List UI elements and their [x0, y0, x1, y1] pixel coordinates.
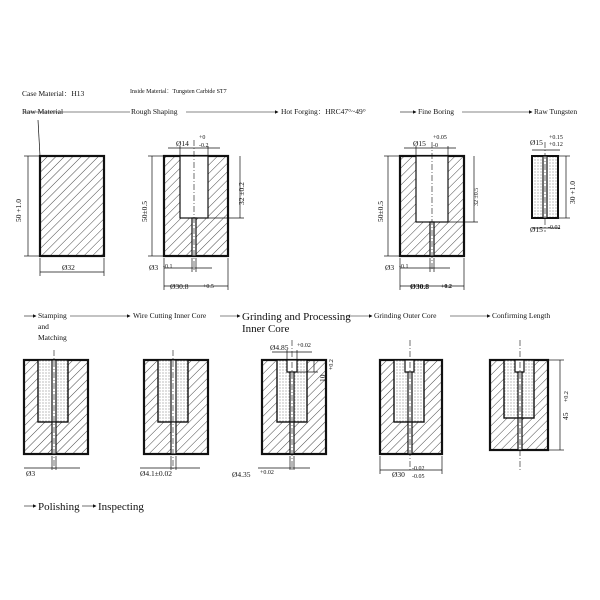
svg-text:+0.2: +0.2: [441, 284, 452, 290]
step-polishing: Polishing: [38, 501, 80, 513]
step-raw-material: Raw Material: [22, 107, 64, 116]
svg-text:+0.12: +0.12: [549, 142, 563, 148]
fine-depth-dim: 32 ±0.5: [474, 187, 480, 206]
part-grinding-inner: [232, 340, 335, 479]
svg-text:+0.02: +0.02: [260, 470, 274, 476]
step-grinding-processing-line2: Inner Core: [242, 323, 290, 335]
svg-text:-0.05: -0.05: [412, 474, 425, 480]
fine-bore-dim: Ø15: [413, 139, 426, 148]
stamp-pin-dim: Ø3: [26, 469, 36, 478]
raw-leader: [38, 120, 40, 156]
step-grinding-outer: Grinding Outer Core: [374, 311, 437, 320]
svg-text:+0.2: +0.2: [329, 359, 335, 370]
svg-text:+0.15: +0.15: [549, 135, 563, 141]
svg-text:+0.05: +0.05: [433, 135, 447, 141]
svg-text:-0: -0: [433, 143, 438, 149]
rough-pin-dim: Ø3: [149, 263, 159, 272]
fine-pin-dim: Ø3: [385, 263, 395, 272]
part-confirming-length: [490, 340, 570, 470]
svg-text:-0.2: -0.2: [199, 143, 209, 149]
case-material: Case Material：H13: [22, 89, 85, 98]
part-stamping: [24, 350, 88, 478]
step-hot-forging: Hot Forging：HRC47°~49°: [281, 107, 366, 116]
step-fine-boring: Fine Boring: [418, 107, 455, 116]
svg-text:-0.1: -0.1: [399, 264, 409, 270]
step-stamping-line2: and: [38, 322, 49, 331]
step-grinding-processing: Grinding and Processing: [242, 311, 351, 323]
step-raw-tungsten: Raw Tungsten: [534, 107, 578, 116]
grind-depth-dim: 10: [318, 374, 327, 382]
step-inspecting: Inspecting: [98, 501, 144, 513]
tung-height-dim: 30 +1.0: [568, 181, 577, 204]
rough-outer-dim: Ø30.8: [170, 282, 189, 291]
raw-height-dim: 50 +1.0: [14, 199, 23, 222]
part-wire-cutting: [140, 350, 208, 478]
rough-bore-dim: Ø14: [176, 139, 189, 148]
wire-pin-dim: Ø4.1±0.02: [140, 469, 173, 478]
length-dim: 45: [561, 412, 570, 420]
part-raw-material: [14, 156, 104, 276]
part-grinding-outer: [380, 340, 442, 480]
step-stamping: Stamping: [38, 311, 67, 320]
tung-dia-dim: Ø15: [530, 138, 543, 147]
rough-depth-dim: 32 ±0.2: [237, 182, 246, 205]
inside-material: Inside Material：Tungsten Carbide ST7: [130, 89, 227, 95]
svg-text:-0.02: -0.02: [412, 466, 425, 472]
raw-diameter-dim: Ø32: [62, 263, 75, 272]
step-stamping-line3: Matching: [38, 333, 67, 342]
fine-height-dim: 50±0.5: [376, 201, 385, 222]
svg-text:-0.02: -0.02: [548, 225, 561, 231]
part-fine-boring: [376, 135, 480, 291]
step-rough-shaping: Rough Shaping: [131, 107, 178, 116]
grind-pin-dim: Ø4.35: [232, 470, 251, 479]
grind-top-dim: Ø4.85: [270, 343, 289, 352]
rough-height-dim: 50±0.5: [140, 201, 149, 222]
svg-text:-0.1: -0.1: [163, 264, 173, 270]
outer-dia-dim: Ø30: [392, 470, 405, 479]
step-confirming-length: Confirming Length: [492, 311, 551, 320]
svg-text:+0: +0: [199, 135, 206, 141]
fine-outer-dim: Ø30.8: [410, 282, 429, 291]
svg-text:+0.2: +0.2: [564, 391, 570, 402]
svg-text:+0.02: +0.02: [297, 343, 311, 349]
part-rough-shaping: [140, 135, 246, 291]
tung-bottom-dim: Ø15: [530, 225, 543, 234]
part-raw-tungsten: [530, 135, 577, 234]
svg-text:+0.5: +0.5: [203, 284, 214, 290]
step-wire-cutting: Wire Cutting Inner Core: [133, 311, 207, 320]
